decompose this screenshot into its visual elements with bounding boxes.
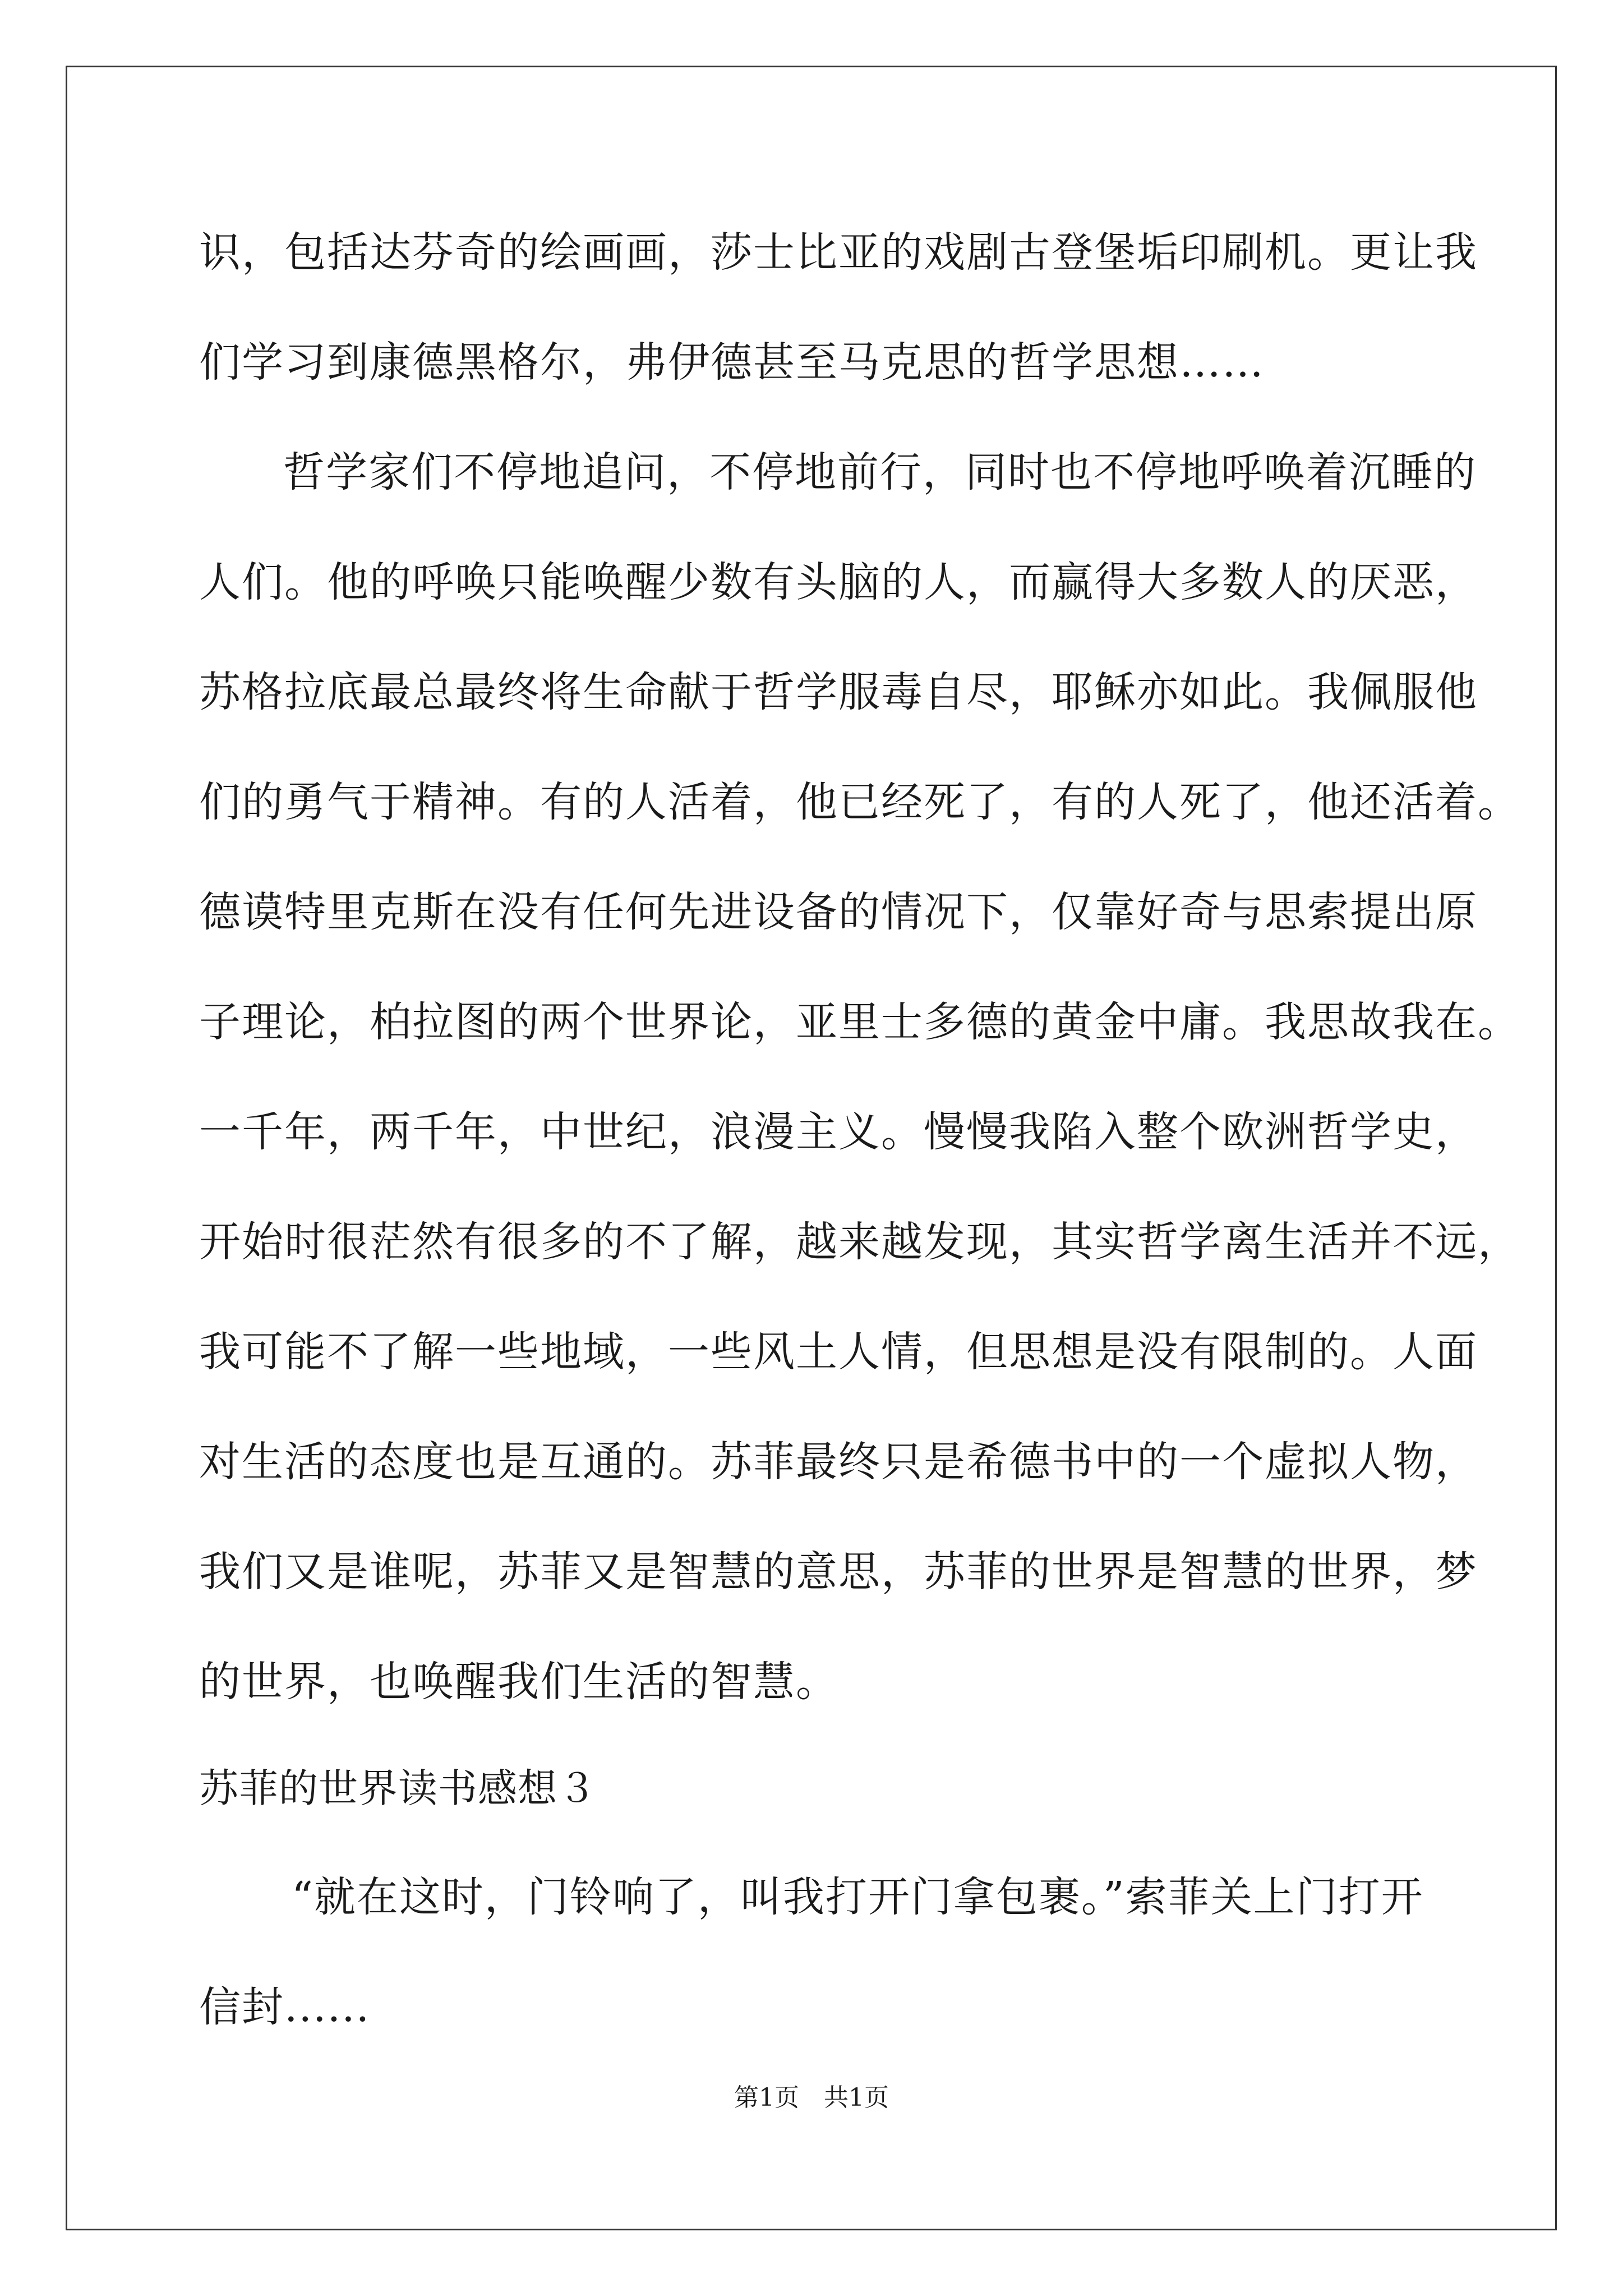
text-line: 一千年，两千年，中世纪，浪漫主义。慢慢我陷入整个欧洲哲学史， [199,1108,1478,1156]
text-line: 德谟特里克斯在没有任何先进设备的情况下，仅靠好奇与思索提出原 [199,888,1478,936]
text-line: 人们。他的呼唤只能唤醒少数有头脑的人，而赢得大多数人的厌恶， [199,558,1478,606]
text-line: 识，包括达芬奇的绘画画，莎士比亚的戏剧古登堡垢印刷机。更让我 [199,228,1478,277]
text-line: 们的勇气于精神。有的人活着，他已经死了，有的人死了，他还活着。 [199,778,1520,826]
text-line: 对生活的态度也是互通的。苏菲最终只是希德书中的一个虚拟人物， [199,1438,1478,1486]
text-line: 我们又是谁呢，苏菲又是智慧的意思，苏菲的世界是智慧的世界，梦 [199,1548,1478,1596]
text-line: 苏格拉底最总最终将生命献于哲学服毒自尽，耶稣亦如此。我佩服他 [199,668,1478,716]
text-line: 的世界，也唤醒我们生活的智慧。 [199,1658,838,1706]
paragraph-start-line: 哲学家们不停地追问，不停地前行，同时也不停地呼唤着沉睡的 [283,448,1477,496]
text-line: 开始时很茫然有很多的不了解，越来越发现，其实哲学离生活并不远， [199,1218,1520,1266]
paragraph-start-line: “就在这时，门铃响了，叫我打开门拿包裹。”索菲关上门打开 [292,1873,1424,1921]
text-line: 我可能不了解一些地域，一些风土人情，但思想是没有限制的。人面 [199,1328,1478,1376]
text-line: 子理论，柏拉图的两个世界论，亚里士多德的黄金中庸。我思故我在。 [199,998,1520,1046]
text-line: 信封...... [199,1983,371,2031]
section-heading: 苏菲的世界读书感想３ [199,1765,597,1811]
page-footer: 第1页 共1页 [734,2083,889,2112]
text-line: 们学习到康德黑格尔，弗伊德甚至马克思的哲学思想…… [199,338,1265,386]
